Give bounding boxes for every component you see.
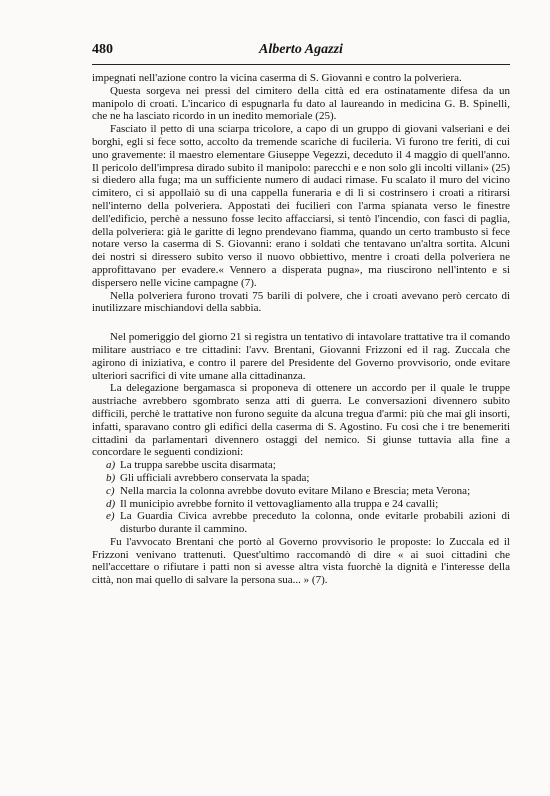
section-proposte	[92, 536, 510, 587]
condition-letter: a)	[106, 459, 116, 472]
paragraph: Fu l'avvocato Brentani che portò al Governo provvisorio le proposte: lo Zuccala ed il Frizzoni venivano trattenuti. Quest'ultimo raccomandò di dire « ai suoi cittadini che nell'accettare o rifiutare i patti non si avesse altra vista fuorchè la dignità e l'interesse della città, non mai quello di salvare la persona sua... » (7).	[92, 535, 510, 587]
condition-letter: b)	[106, 471, 116, 484]
paragraph: Questa sorgeva nei pressi del cimitero della città ed era ostinatamente difesa da un manipolo di croati. L'incarico di espugnarla fu dato al laureando in medicina G. B. Spinelli, che ne ha lasciato ricordo in un inedito memoriale (25).	[92, 84, 510, 123]
condition-item	[106, 484, 510, 498]
conditions-list	[92, 459, 510, 536]
condition-text: La truppa sarebbe uscita disarmata;	[120, 459, 276, 472]
section-trattative	[92, 331, 510, 459]
page-body	[92, 72, 510, 587]
condition-letter: d)	[106, 497, 116, 510]
condition-item	[106, 471, 510, 485]
condition-letter: c)	[106, 484, 115, 497]
paragraph: Nella polveriera furono trovati 75 barili di polvere, che i croati avevano però cercato di inutilizzare mischiandovi della sabbia.	[92, 289, 510, 315]
section-polveriera	[92, 72, 510, 315]
condition-text: Nella marcia la colonna avrebbe dovuto evitare Milano e Brescia; meta Verona;	[120, 484, 471, 497]
paragraph: Nel pomeriggio del giorno 21 si registra un tentativo di intavolare trattative tra il comando militare austriaco e tre cittadini: l'avv. Brentani, Giovanni Frizzoni ed il rag. Zuccala che agirono di iniziativa, e contro il parere del Presidente del Governo provvisorio, onde evitare ulteriori sacrifici di vite umane alla cittadinanza.	[92, 331, 510, 382]
paragraph: impegnati nell'azione contro la vicina caserma di S. Giovanni e contro la polveriera.	[92, 72, 462, 84]
page-header	[92, 42, 510, 62]
section-gap	[92, 315, 510, 331]
paragraph: Fasciato il petto di una sciarpa tricolore, a capo di un gruppo di giovani valseriani e dei borghi, egli si fece sotto, accolto da tremende scariche di fucileria. Vi furono tre feriti, di cui uno gravemente: il maestro elementare Giuseppe Vegezzi, deceduto il 4 maggio di quell'anno. Il pericolo dell'impresa dirado subito il manipolo: parecchi e e non solo gli incolti villani» (25) si diedero alla fuga; ma un sufficiente numero di audaci rimase. Fu scalato il muro del vicino cimitero, ci si appollaiò su di una cappella funeraria e di lì si costrinsero i croati a ritirarsi nell'interno della polveriera. Appostati dei fucilieri con l'arma spianata verso le finestre dell'edificio, perchè a nessuno fosse lecito affacciarsi, si tentò l'incendio, con fasci di paglia, della polveriera: già le garitte di legno prendevano fiamma, quando un certo trambusto si fece notare verso la caserma di S. Giovanni: erano i soldati che tentavano un'altra sortita. Alcuni dei nostri si diressero subito verso il nuovo obbiettivo, mentre i croati della polveriera ne approfittavano per evadere.« Vennero a disperata pugna», ma riuscirono nell'intento e si dispersero nelle vicine campagne (7).	[92, 123, 510, 289]
page-number: 480	[92, 42, 113, 57]
condition-letter: e)	[106, 510, 115, 523]
condition-text: La Guardia Civica avrebbe preceduto la colonna, onde evitarle probabili azioni di disturbo durante il cammino.	[120, 510, 510, 536]
condition-item	[106, 510, 510, 536]
paragraph: La delegazione bergamasca si proponeva di ottenere un accordo per il quale le truppe austriache avrebbero sgombrato senza atti di guerra. Le conversazioni divennero subito difficili, perchè le trattative non furono seguite da alcuna tregua d'armi: più che mai gli insorti, infatti, sparavano contro gli edifici della caserma di S. Agostino. Fu così che i tre benemeriti cittadini da parlamentari divennero ostaggi del nemico. Si giunse tuttavia alla fine a concordare le seguenti condizioni:	[92, 382, 510, 459]
running-title: Alberto Agazzi	[259, 42, 343, 57]
condition-item	[106, 459, 510, 472]
header-rule	[92, 64, 510, 65]
condition-text: Il municipio avrebbe fornito il vettovagliamento alla truppa e 24 cavalli;	[120, 497, 439, 510]
condition-text: Gli ufficiali avrebbero conservata la spada;	[120, 471, 310, 484]
condition-item	[106, 497, 510, 511]
